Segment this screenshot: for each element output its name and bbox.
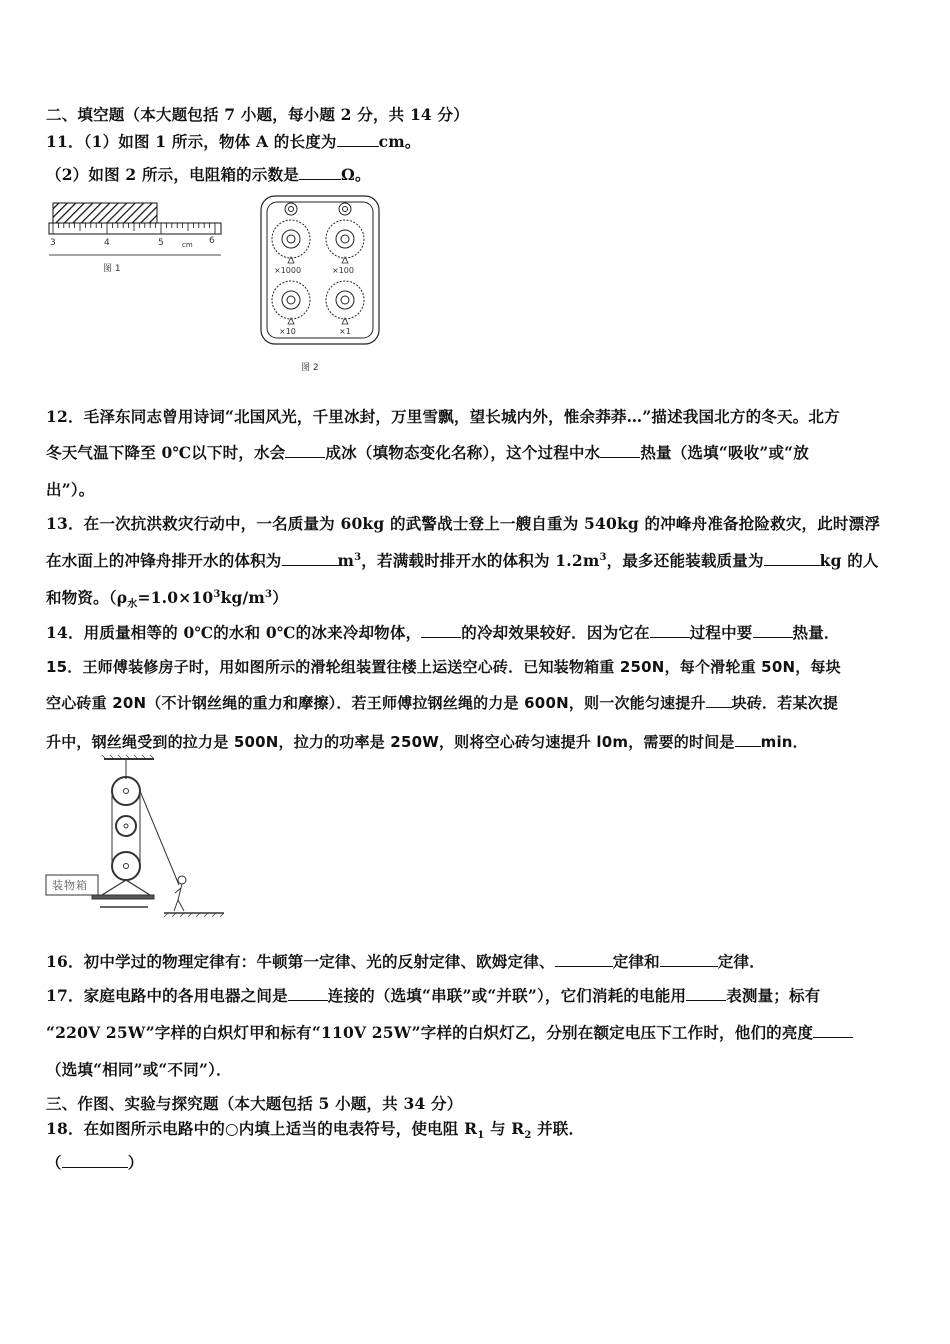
q13-density-text: 和物资。（ρ [46,588,128,607]
superscript-3: 3 [265,588,273,600]
q15-text-c: 升中，钢丝绳受到的拉力是 500N，拉力的功率是 250W，则将空心砖匀速提升 l0m，需要的时间是 [46,733,735,751]
figure-1-ruler [46,198,226,278]
answer-blank[interactable] [299,165,341,180]
q15-text-b: 块砖．若某次提 [731,694,839,712]
movable-pulley-icon [112,852,140,880]
q13-density-unit: kg/m [220,588,266,607]
q12-text-a: 冬天气温下降至 0℃以下时，水会 [46,443,286,462]
question-17-line-2 [46,1021,853,1043]
q11-2-text: （2）如图 2 所示，电阻箱的示数是 [46,165,299,184]
answer-blank[interactable] [282,551,338,566]
figure-1-caption: 图 1 [103,264,121,274]
ruler-label-3: 3 [50,238,56,248]
q16-text-a: 16．初中学过的物理定律有：牛顿第一定律、光的反射定律、欧姆定律、 [46,952,555,971]
question-16 [46,950,765,972]
question-11-part-2 [46,163,371,185]
answer-blank[interactable] [660,952,718,967]
q17-text-d: “220V 25W”字样的白炽灯甲和标有“110V 25W”字样的白炽灯乙，分别在额定电压下工作时，他们的亮度 [46,1023,814,1042]
answer-open-paren: （ [46,1153,62,1172]
q16-text-b: 定律和 [612,952,660,971]
section-2-title: 二、填空题（本大题包括 7 小题，每小题 2 分，共 14 分） [46,105,469,124]
answer-blank[interactable] [337,132,379,147]
dial-label-x1000: ×1000 [274,266,302,275]
dial-label-x1: ×1 [339,327,351,336]
q13-text-d: ，最多还能装载质量为 [606,551,764,570]
ruler-ticks [53,223,215,234]
q13-text-a: 在水面上的冲锋舟排开水的体积为 [46,551,282,570]
answer-blank[interactable] [555,952,613,967]
question-12-line-3: 出”）。 [46,480,95,499]
q14-text-b: 的冷却效果较好．因为它在 [461,623,650,642]
q11-1-unit: cm。 [378,132,421,151]
q17-text-a: 17．家庭电路中的各用电器之间是 [46,986,288,1005]
q17-text-b: 连接的（选填“串联”或“并联”），它们消耗的电能用 [327,986,687,1005]
answer-blank[interactable] [753,623,793,638]
answer-blank[interactable] [813,1023,853,1038]
question-13-line-2 [46,549,879,571]
q16-text-c: 定律． [717,952,765,971]
ruler-label-4: 4 [104,238,110,248]
q11-2-unit: Ω。 [340,165,371,184]
q14-text-d: 热量． [792,623,840,642]
answer-close-paren: ） [127,1153,144,1172]
question-13-line-1: 13．在一次抗洪救灾行动中，一名质量为 60kg 的武警战士登上一艘自重为 540kg 的冲峰舟准备抢险救灾，此时漂浮 [46,514,881,533]
figure-2-caption: 图 2 [301,363,319,373]
ruler-drawing [46,198,226,278]
middle-pulley-icon [116,816,136,836]
question-17-line-1 [46,984,820,1006]
answer-blank[interactable] [686,986,726,1001]
q13-unit-m: m [337,551,355,570]
ruler-label-5: 5 [158,238,164,248]
q14-text-c: 过程中要 [689,623,753,642]
subscript-water: 水 [127,599,138,611]
question-15-line-1: 15．王师傅装修房子时，用如图所示的滑轮组装置往楼上运送空心砖．已知装物箱重 250N，每个滑轮重 50N，每块 [46,658,841,676]
question-12-line-1: 12．毛泽东同志曾用诗词“北国风光，千里冰封，万里雪飘，望长城内外，惟余莽莽…”描述我国北方的冬天。北方 [46,407,840,426]
dial-label-x10: ×10 [279,327,296,336]
answer-blank[interactable] [706,693,732,708]
dial-label-x100: ×100 [332,266,354,275]
answer-blank[interactable] [600,443,640,458]
section-3-title: 三、作图、实验与探究题（本大题包括 5 小题，共 34 分） [46,1094,463,1113]
answer-blank[interactable] [285,443,325,458]
answer-blank[interactable] [288,986,328,1001]
q13-close-paren: ） [272,588,288,607]
ruler-label-6: 6 [209,236,215,246]
box-platform [92,895,154,899]
subscript-2: 2 [524,1130,532,1142]
worker-icon [174,876,186,911]
object-a [53,203,157,223]
q17-text-c: 表测量；标有 [726,986,821,1005]
superscript-3: 3 [599,551,607,563]
q14-text-a: 14．用质量相等的 0℃的水和 0℃的冰来冷却物体， [46,623,422,642]
question-15-line-3 [46,731,808,752]
question-18-answer [46,1151,143,1173]
q13-text-e: kg 的人 [819,551,879,570]
q13-text-c: ，若满载时排开水的体积为 1.2m [361,551,600,570]
answer-blank[interactable] [62,1153,128,1168]
answer-blank[interactable] [650,623,690,638]
question-13-line-3 [46,586,288,610]
q18-text-b: 与 R [484,1119,525,1138]
answer-blank[interactable] [764,551,820,566]
question-11-part-1 [46,130,421,152]
question-15-line-2 [46,692,838,713]
q13-density-value: =1.0×10 [137,588,214,607]
fixed-pulley-icon [112,777,140,805]
subscript-1: 1 [477,1130,485,1142]
figure-2-resistance-box [255,193,385,378]
superscript-3: 3 [354,551,362,563]
question-14 [46,621,840,643]
q12-text-b: 成冰（填物态变化名称），这个过程中水 [325,443,601,462]
answer-blank[interactable] [421,623,461,638]
q15-text-d: min． [760,733,808,751]
answer-blank[interactable] [735,732,761,747]
q12-text-c: 热量（选填“吸收”或“放 [640,443,809,462]
question-17-line-3: （选填“相同”或“不同”）． [46,1060,232,1079]
load-box-label: 装物箱 [52,879,88,892]
pulley-system-figure [44,755,226,917]
q11-1-text: 11．（1）如图 1 所示，物体 A 的长度为 [46,132,337,151]
q18-text-a: 18．在如图所示电路中的○内填上适当的电表符号，使电阻 R [46,1119,478,1138]
q15-text-a: 空心砖重 20N（不计钢丝绳的重力和摩擦）．若王师傅拉钢丝绳的力是 600N，则一次能匀速提升 [46,694,706,712]
question-12-line-2 [46,441,809,463]
ruler-unit: cm [182,241,193,249]
question-18 [46,1117,584,1141]
superscript-3: 3 [213,588,221,600]
q18-text-c: 并联． [531,1119,585,1138]
